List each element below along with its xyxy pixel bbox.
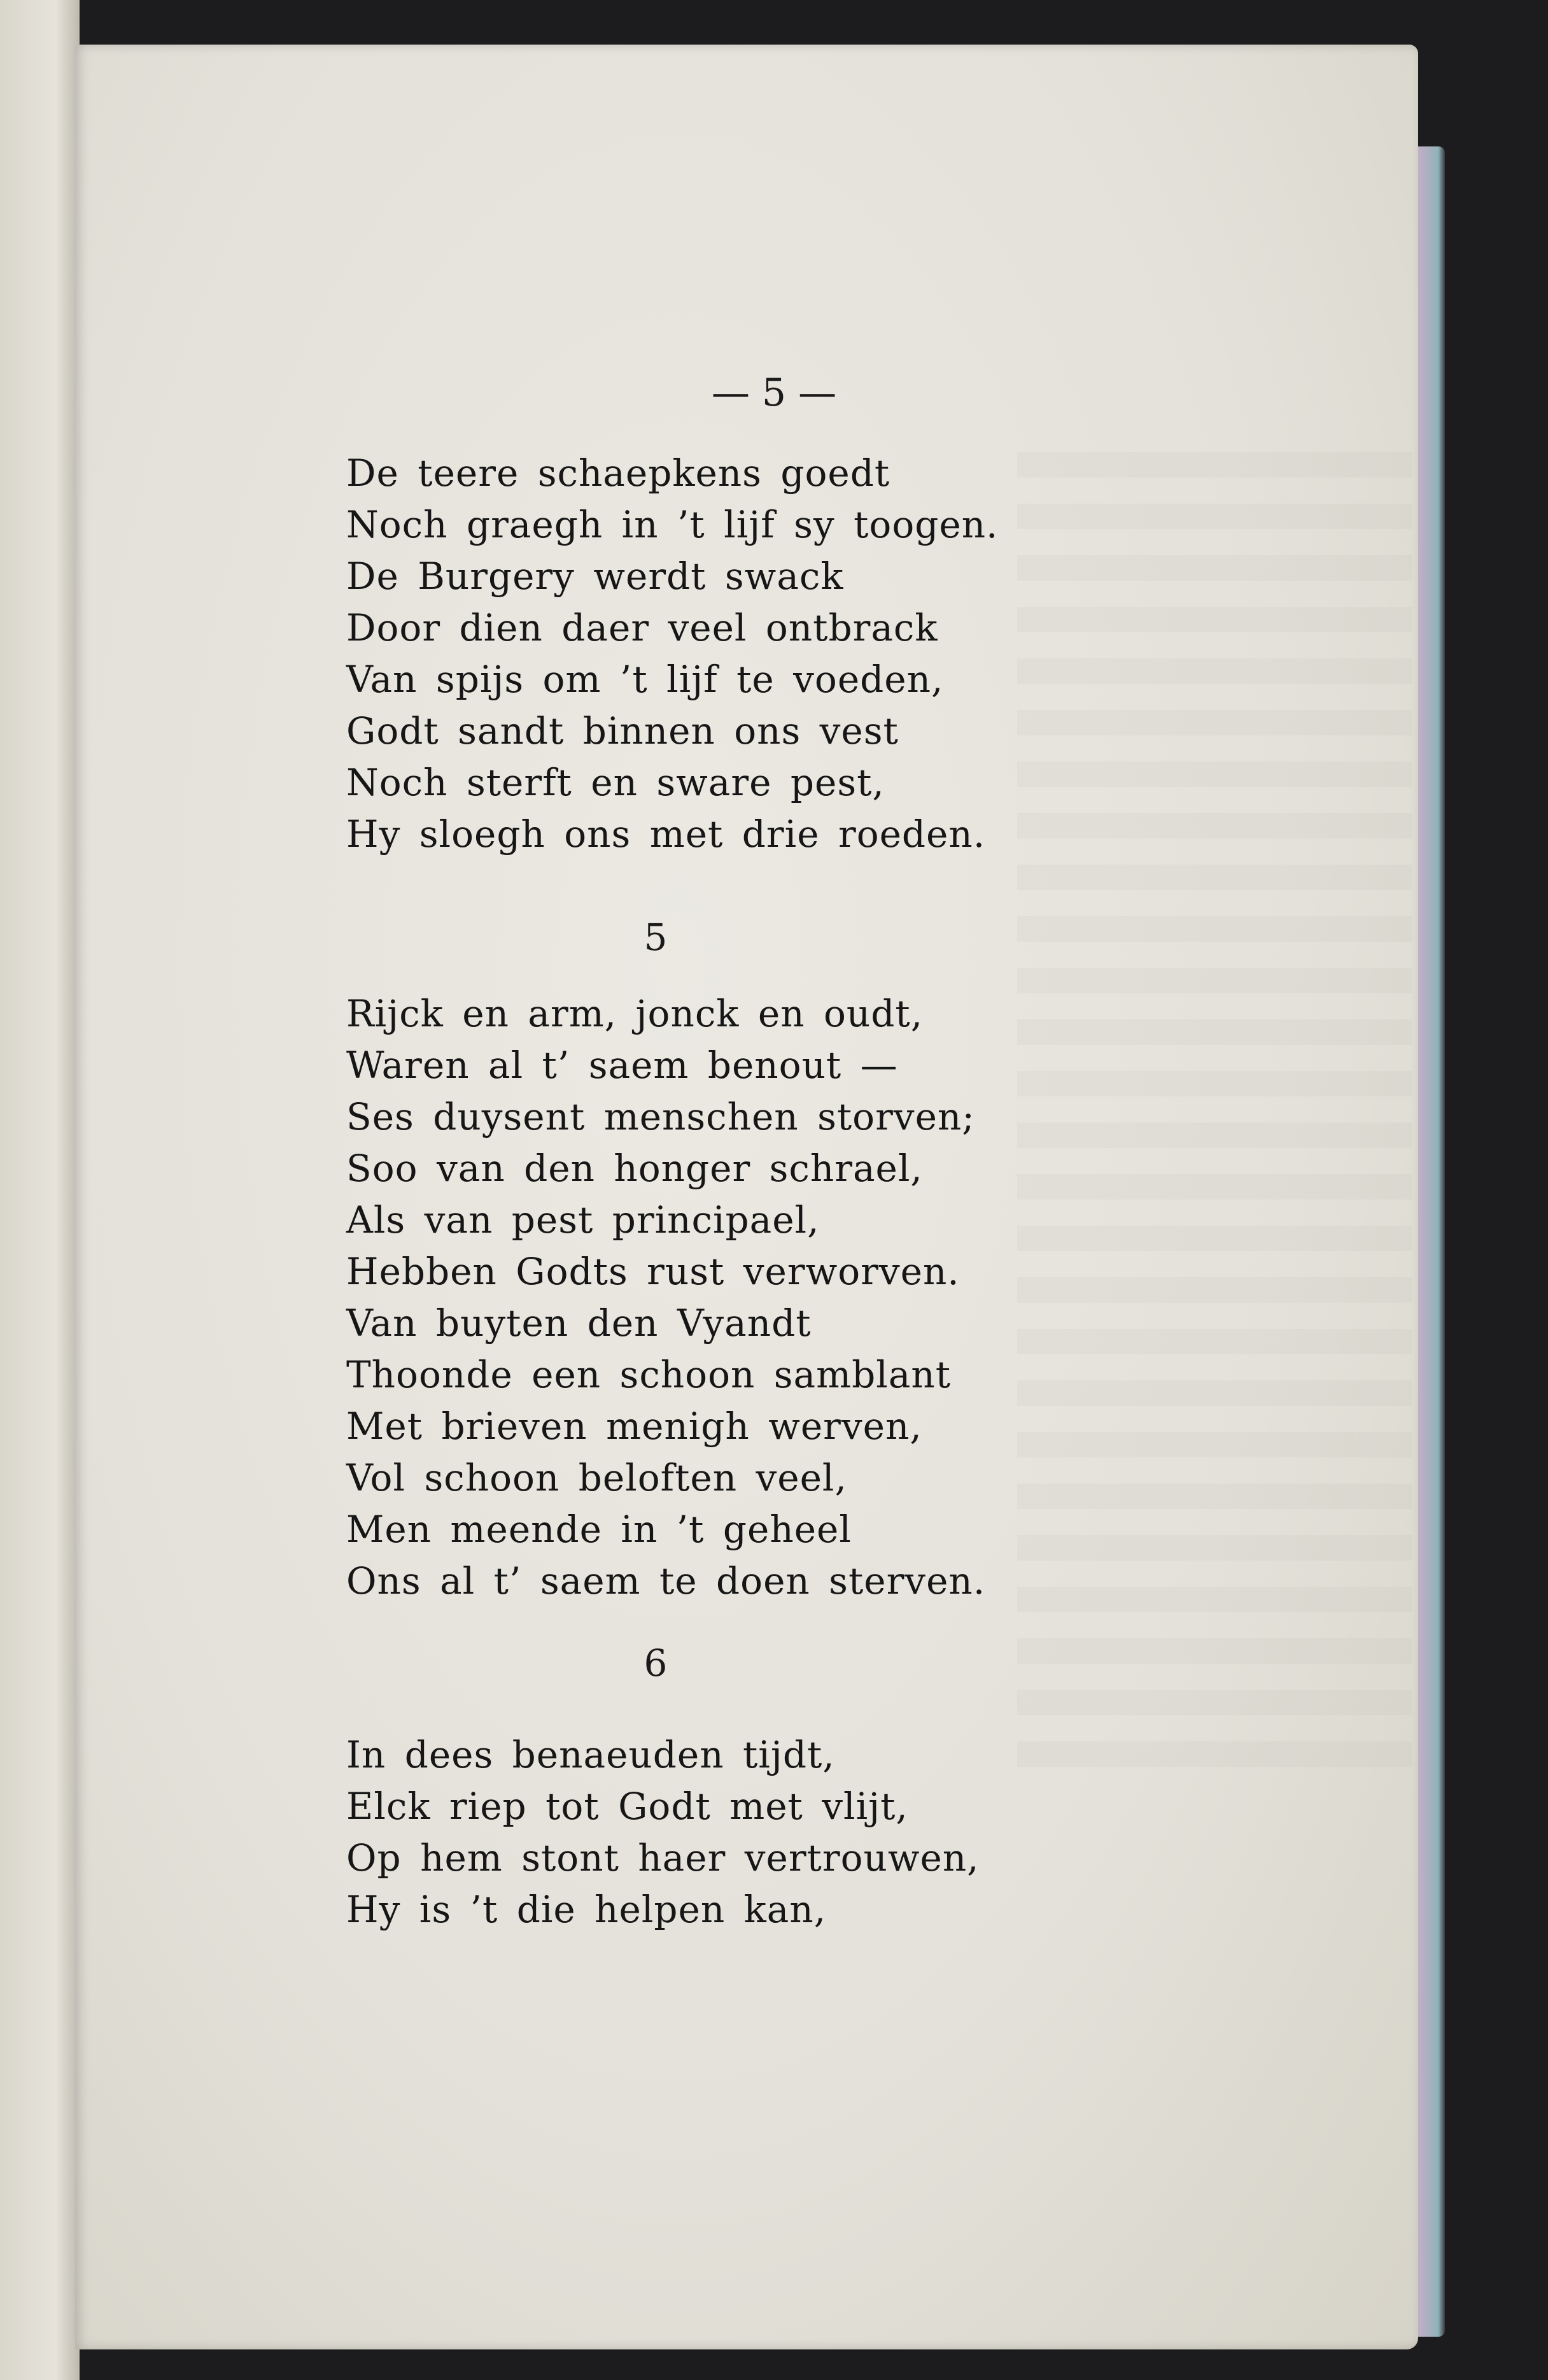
verse-line: Elck riep tot Godt met vlijt,: [346, 1785, 908, 1828]
verse-line: Soo van den honger schrael,: [346, 1147, 923, 1190]
stanza-5: [346, 988, 985, 1607]
verse-line: Hy sloegh ons met drie roeden.: [346, 812, 986, 856]
verse-line: Op hem stont haer vertrouwen,: [346, 1836, 980, 1880]
verse-line: In dees benaeuden tijdt,: [346, 1733, 835, 1776]
page-number-header: — 5 —: [711, 371, 837, 415]
verse-line: Ses duysent menschen storven;: [346, 1095, 975, 1138]
verse-line: Men meende in ’t geheel: [346, 1508, 852, 1551]
stanza-6: [346, 1729, 980, 1936]
verse-line: Thoonde een schoon samblant: [346, 1353, 952, 1396]
verse-line: Door dien daer veel ontbrack: [346, 606, 938, 649]
verse-line: Noch sterft en sware pest,: [346, 761, 885, 804]
verse-line: Van spijs om ’t lijf te voeden,: [346, 658, 944, 701]
previous-page-edge: [0, 0, 80, 2380]
verse-line: Ons al t’ saem te doen sterven.: [346, 1559, 986, 1603]
verse-line: Hebben Godts rust verworven.: [346, 1250, 960, 1293]
bleed-through-text: [1017, 452, 1412, 1789]
verse-line: Als van pest principael,: [346, 1198, 820, 1242]
stanza-number: 6: [644, 1641, 668, 1685]
verse-line: Van buyten den Vyandt: [346, 1301, 812, 1345]
verse-line: Hy is ’t die helpen kan,: [346, 1888, 827, 1931]
verse-line: Vol schoon beloften veel,: [346, 1456, 847, 1499]
verse-line: Rijck en arm, jonck en oudt,: [346, 992, 924, 1035]
stanza-number: 5: [644, 916, 668, 959]
verse-line: Met brieven menigh werven,: [346, 1405, 922, 1448]
verse-line: Godt sandt binnen ons vest: [346, 709, 899, 753]
verse-line: De teere schaepkens goedt: [346, 451, 890, 495]
verse-line: Noch graegh in ’t lijf sy toogen.: [346, 503, 999, 546]
verse-line: Waren al t’ saem benout —: [346, 1044, 898, 1087]
verse-line: De Burgery werdt swack: [346, 555, 844, 598]
stanza-continued: [346, 448, 998, 860]
